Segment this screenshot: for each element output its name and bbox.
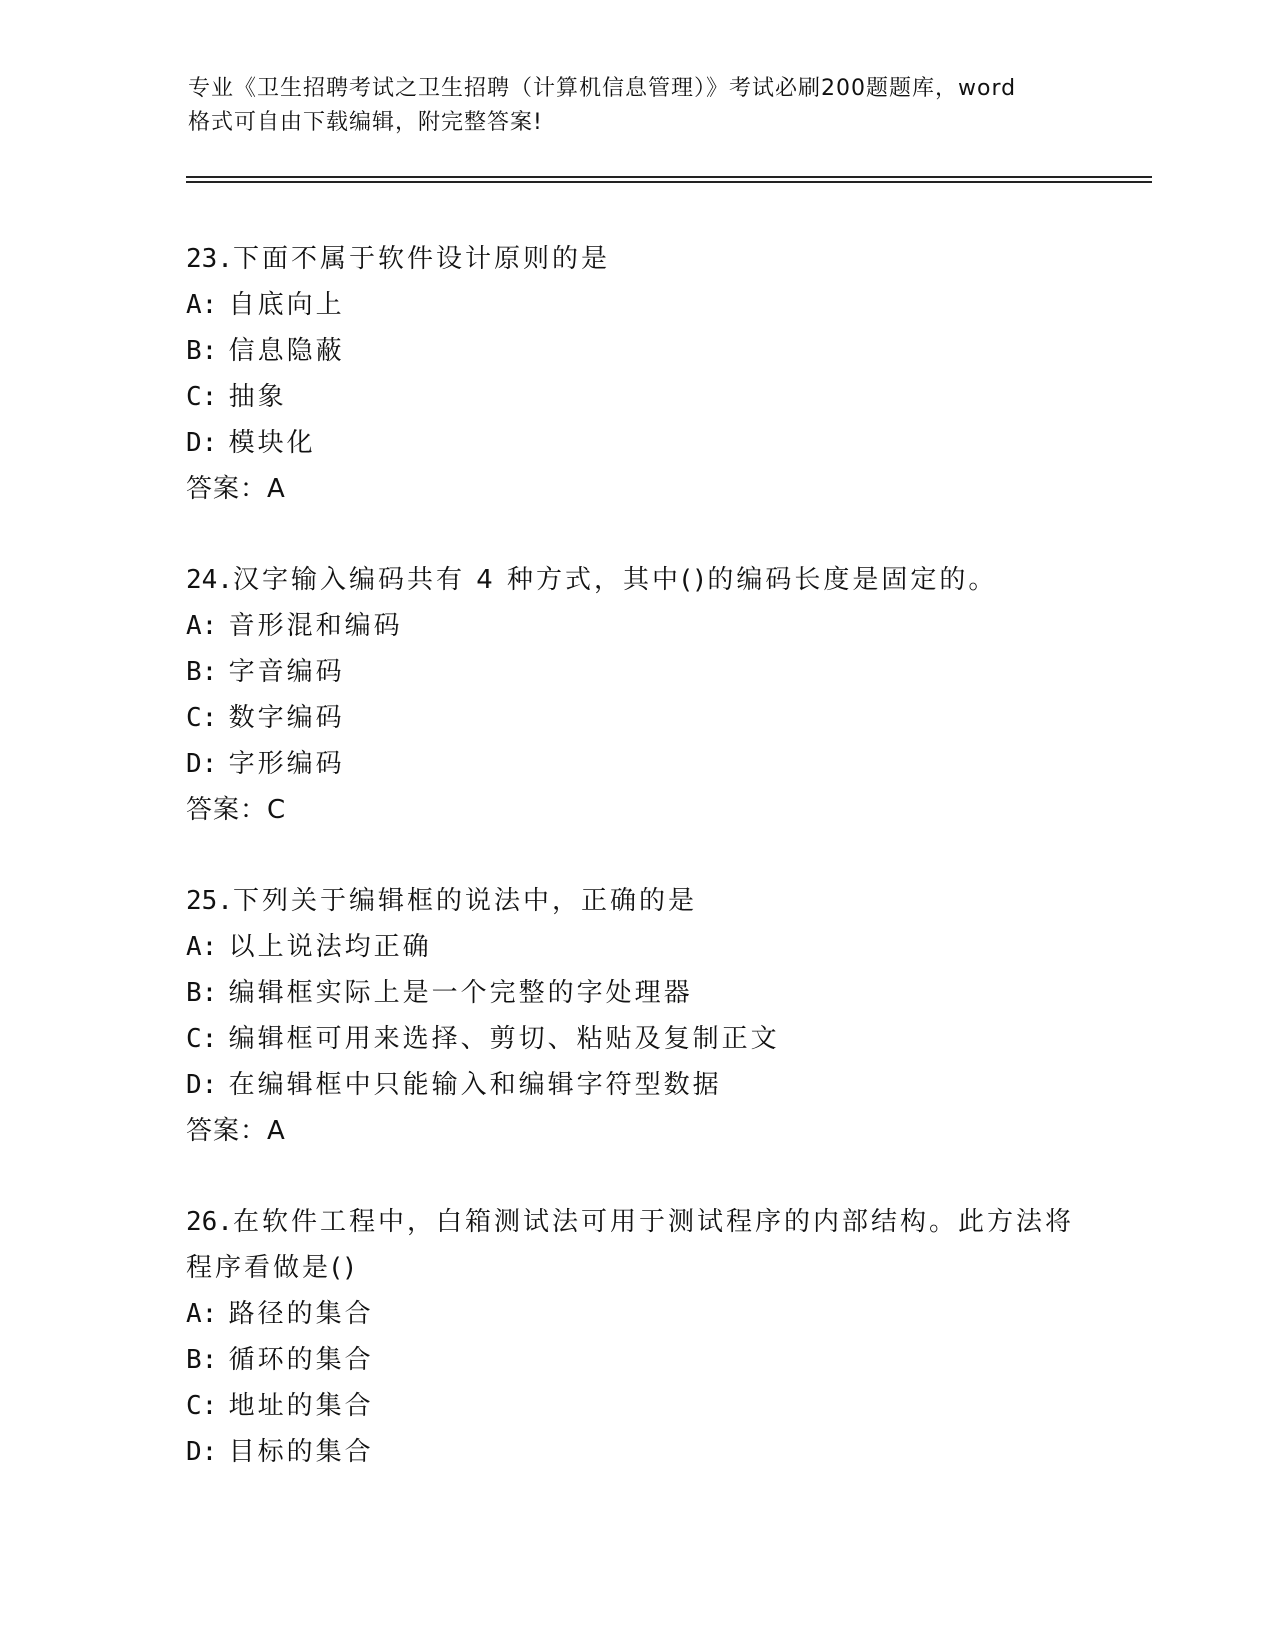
question-25	[186, 878, 1086, 1154]
option-c	[186, 1383, 1086, 1429]
option-b	[186, 1337, 1086, 1383]
answer-line	[186, 1108, 1086, 1154]
header-line-2: 格式可自由下载编辑，附完整答案!	[188, 110, 543, 135]
divider-line-top	[186, 176, 1152, 178]
option-letter: D:	[186, 1070, 218, 1100]
option-a	[186, 603, 1086, 649]
option-text: 抽象	[228, 382, 287, 412]
option-a	[186, 924, 1086, 970]
answer-line	[186, 466, 1086, 512]
option-letter: C:	[186, 1391, 218, 1421]
option-text: 循环的集合	[228, 1345, 374, 1375]
option-c	[186, 695, 1086, 741]
answer-value: A	[267, 1116, 286, 1146]
option-text: 编辑框可用来选择、剪切、粘贴及复制正文	[228, 1024, 780, 1054]
option-letter: A:	[186, 290, 218, 320]
option-text: 以上说法均正确	[228, 932, 432, 962]
answer-label: 答案：	[186, 795, 268, 825]
option-letter: B:	[186, 336, 218, 366]
option-a	[186, 282, 1086, 328]
question-text: 在软件工程中，白箱测试法可用于测试程序的内部结构。此方法将	[232, 1207, 1074, 1237]
option-text: 在编辑框中只能输入和编辑字符型数据	[228, 1070, 722, 1100]
question-24	[186, 557, 1086, 833]
option-letter: A:	[186, 932, 218, 962]
option-text: 自底向上	[228, 290, 345, 320]
option-text: 数字编码	[228, 703, 345, 733]
question-26	[186, 1199, 1086, 1475]
option-letter: B:	[186, 1345, 218, 1375]
option-letter: B:	[186, 657, 218, 687]
option-b	[186, 649, 1086, 695]
option-text: 字形编码	[228, 749, 345, 779]
question-number: 23.	[186, 244, 233, 274]
option-d	[186, 1062, 1086, 1108]
option-text: 音形混和编码	[228, 611, 403, 641]
option-a	[186, 1291, 1086, 1337]
option-letter: C:	[186, 1024, 218, 1054]
header-line-1: 专业《卫生招聘考试之卫生招聘（计算机信息管理）》考试必刷200题题库，word	[188, 76, 1017, 101]
option-letter: A:	[186, 611, 218, 641]
question-text: 下面不属于软件设计原则的是	[232, 244, 610, 274]
option-b	[186, 970, 1086, 1016]
option-text: 字音编码	[228, 657, 345, 687]
option-letter: A:	[186, 1299, 218, 1329]
option-text: 路径的集合	[228, 1299, 374, 1329]
question-number: 26.	[186, 1207, 233, 1237]
option-letter: C:	[186, 703, 218, 733]
divider-line-bottom	[186, 181, 1152, 183]
question-stem	[186, 557, 1086, 603]
answer-label: 答案：	[186, 474, 268, 504]
question-stem	[186, 878, 1086, 924]
option-b	[186, 328, 1086, 374]
option-letter: D:	[186, 428, 218, 458]
question-text: 下列关于编辑框的说法中，正确的是	[232, 886, 697, 916]
question-stem	[186, 236, 1086, 282]
answer-value: A	[267, 474, 286, 504]
option-d	[186, 420, 1086, 466]
option-d	[186, 1429, 1086, 1475]
option-d	[186, 741, 1086, 787]
question-23	[186, 236, 1086, 512]
question-list	[186, 236, 1086, 1520]
option-c	[186, 1016, 1086, 1062]
answer-line	[186, 787, 1086, 833]
option-letter: C:	[186, 382, 218, 412]
option-text: 信息隐蔽	[228, 336, 345, 366]
header-divider	[186, 176, 1152, 183]
answer-value: C	[267, 795, 287, 825]
question-stem-continued: 程序看做是()	[186, 1253, 358, 1283]
answer-label: 答案：	[186, 1116, 268, 1146]
document-header	[188, 72, 1088, 140]
question-number: 25.	[186, 886, 233, 916]
option-letter: D:	[186, 1437, 218, 1467]
option-text: 目标的集合	[228, 1437, 374, 1467]
option-text: 模块化	[228, 428, 316, 458]
option-text: 地址的集合	[228, 1391, 374, 1421]
question-number: 24.	[186, 565, 233, 595]
question-text: 汉字输入编码共有 4 种方式，其中()的编码长度是固定的。	[232, 565, 998, 595]
option-text: 编辑框实际上是一个完整的字处理器	[228, 978, 693, 1008]
option-letter: B:	[186, 978, 218, 1008]
option-letter: D:	[186, 749, 218, 779]
question-stem	[186, 1199, 1086, 1245]
option-c	[186, 374, 1086, 420]
